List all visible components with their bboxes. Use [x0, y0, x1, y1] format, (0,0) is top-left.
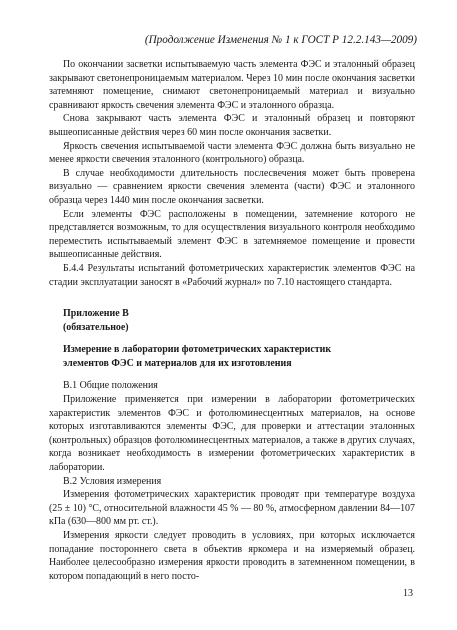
section-heading: В.1 Общие положения	[63, 380, 158, 392]
paragraph: По окончании засветки испытываемую часть элемента ФЭС и эталонный образец закрывают светонепроницаемым материалом. Через 10 мин после окончания засветки затемняют помещение, снимают светонепроницаемый материал и визуально сравнивают яркость свечения элемента ФЭС и эталонного образца.	[49, 59, 415, 111]
paragraph: В случае необходимости длительность послесвечения может быть проверена визуально — сравнением яркости свечения элемента (части) ФЭС и эталонного образца через 1440 мин после окончания засветки.	[49, 167, 415, 206]
appendix-status: (обязательное)	[63, 321, 129, 333]
page-number: 13	[403, 588, 413, 599]
paragraph: Измерения яркости следует проводить в условиях, при которых исключается попадание постороннего света в объектив яркомера и на измеряемый образец. Наиболее целесообразно измерения яркости проводить в затемненном помещении, в котором попадающий в него посто-	[49, 530, 415, 582]
paragraph: Яркость свечения испытываемой части элемента ФЭС должна быть визуально не менее яркости свечения эталонного (контрольного) образца.	[49, 140, 415, 166]
section-heading: В.2 Условия измерения	[63, 475, 162, 487]
document-body	[49, 58, 415, 583]
spacer	[49, 289, 415, 307]
paragraph: Если элементы ФЭС расположены в помещении, затемнение которого не представляется возможным, то для осуществления визуального контроля необходимо переместить испытываемый элемент ФЭС в затемняемое помещение и провести вышеописанные действия.	[49, 208, 415, 261]
paragraph: Б.4.4 Результаты испытаний фотометрических характеристик элементов ФЭС на стадии эксплуатации заносят в «Рабочий журнал» по 7.10 настоящего стандарта.	[49, 262, 415, 288]
paragraph: Измерения фотометрических характеристик проводят при температуре воздуха (25 ± 10) °С, относительной влажности 45 % — 80 %, атмосферном давлении 84—107 кПа (630—800 мм рт. ст.).	[49, 489, 415, 528]
spacer	[49, 334, 415, 343]
appendix-heading-line2: элементов ФЭС и материалов для их изготовления	[63, 357, 292, 369]
paragraph: Снова закрывают часть элемента ФЭС и эталонный образец и повторяют вышеописанные действия через 60 мин после окончания засветки.	[49, 113, 415, 138]
paragraph: Приложение применяется при измерении в лаборатории фотометрических характеристик элементов ФЭС и фотолюминесцентных материалов, на основе которых изготавливаются элементы ФЭС, для проверки и аттестации эталонных (контрольных) образцов фотолюминесцентных материалов, а также в других случаях, когда возникает необходимость в измерении фотометрических характеристик в лаборатории.	[49, 394, 415, 474]
running-head: (Продолжение Изменения № 1 к ГОСТ Р 12.2.143—2009)	[144, 34, 417, 46]
spacer	[49, 370, 415, 379]
appendix-title: Приложение В	[63, 308, 129, 320]
appendix-heading-line1: Измерение в лаборатории фотометрических характеристик	[63, 344, 332, 356]
